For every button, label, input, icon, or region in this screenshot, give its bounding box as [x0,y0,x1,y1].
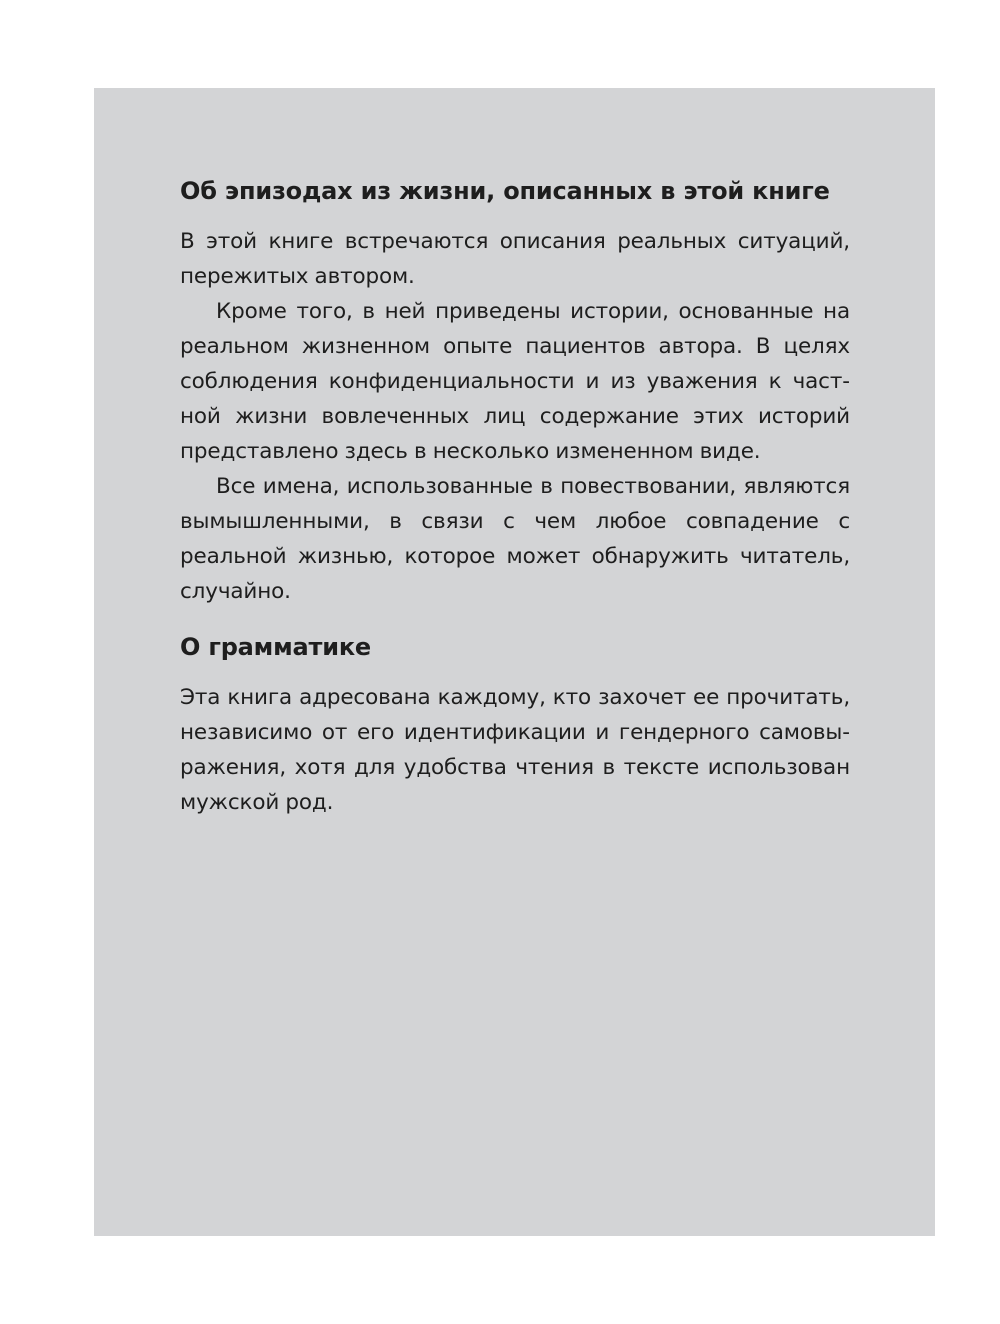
paragraph: Кроме того, в ней приведены истории, основанные на реальном жизненном опыте пациентов автора. В целях соблюдения конфиденциальности и из уважения к частной жизни вовлеченных лиц содержание этих историй представлено здесь в несколько измененном виде. [180,299,850,464]
section-heading: Об эпизодах из жизни, описанных в этой книге [180,177,830,205]
paragraph: Эта книга адресована каждому, кто захочет ее прочитать, независимо от его идентификации и гендерного самовыражения, хотя для удобства чтения в тексте использован мужской род. [180,685,850,815]
page-content [180,174,850,820]
section-life-episodes [180,174,850,609]
page-panel [94,88,935,1236]
section-heading: О грамматике [180,633,371,661]
section-grammar [180,630,850,820]
paragraph: В этой книге встречаются описания реальных ситуаций, пережитых автором. [180,229,850,289]
paragraph: Все имена, использованные в повествовании, являются вымышленными, в связи с чем любое совпадение с реальной жизнью, которое может обнаружить читатель, случайно. [180,474,850,604]
